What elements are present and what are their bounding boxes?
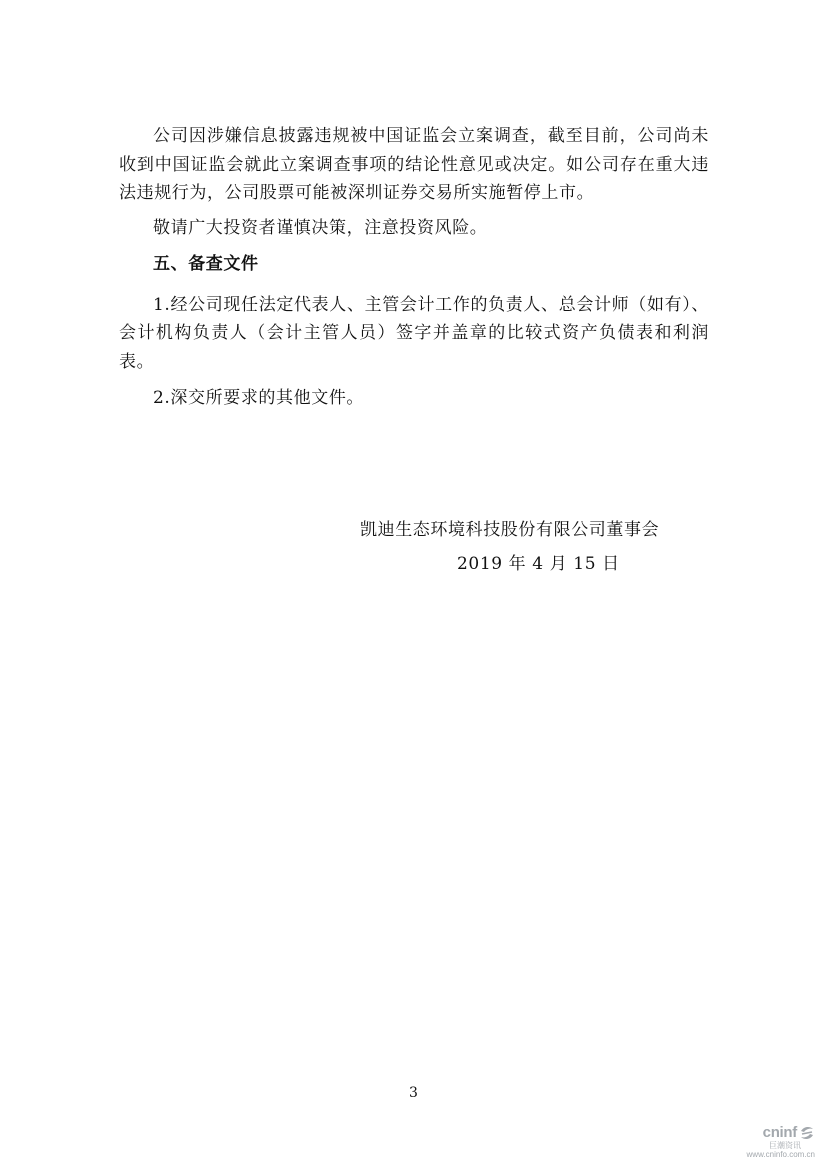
document-body [119,122,709,413]
paragraph-risk-warning: 敬请广大投资者谨慎决策，注意投资风险。 [153,217,488,238]
list-item-1: 1.经公司现任法定代表人、主管会计工作的负责人、总会计师（如有）、会计机构负责人（会计主管人员）签字并盖章的比较式资产负债表和利润表。 [119,294,709,372]
watermark-url: www.cninfo.com.cn [746,1150,815,1159]
page-number: 3 [409,1085,418,1101]
signature-date: 2019 年 4 月 15 日 [457,554,620,574]
paragraph-investigation: 公司因涉嫌信息披露违规被中国证监会立案调查，截至目前，公司尚未收到中国证监会就此立案调查事项的结论性意见或决定。如公司存在重大违法违规行为，公司股票可能被深圳证券交易所实施暂停上市。 [119,126,709,203]
watermark-logo-text: cninf [762,1124,797,1141]
cninfo-swirl-icon [799,1126,815,1140]
signature-block [360,516,700,578]
watermark-cn-text: 巨潮资讯 [769,1141,801,1150]
signature-company: 凯迪生态环境科技股份有限公司董事会 [360,520,660,540]
section-heading: 五、备查文件 [153,254,259,274]
list-item-2: 2.深交所要求的其他文件。 [153,388,365,408]
watermark-logo [735,1124,815,1141]
watermark [735,1124,815,1159]
